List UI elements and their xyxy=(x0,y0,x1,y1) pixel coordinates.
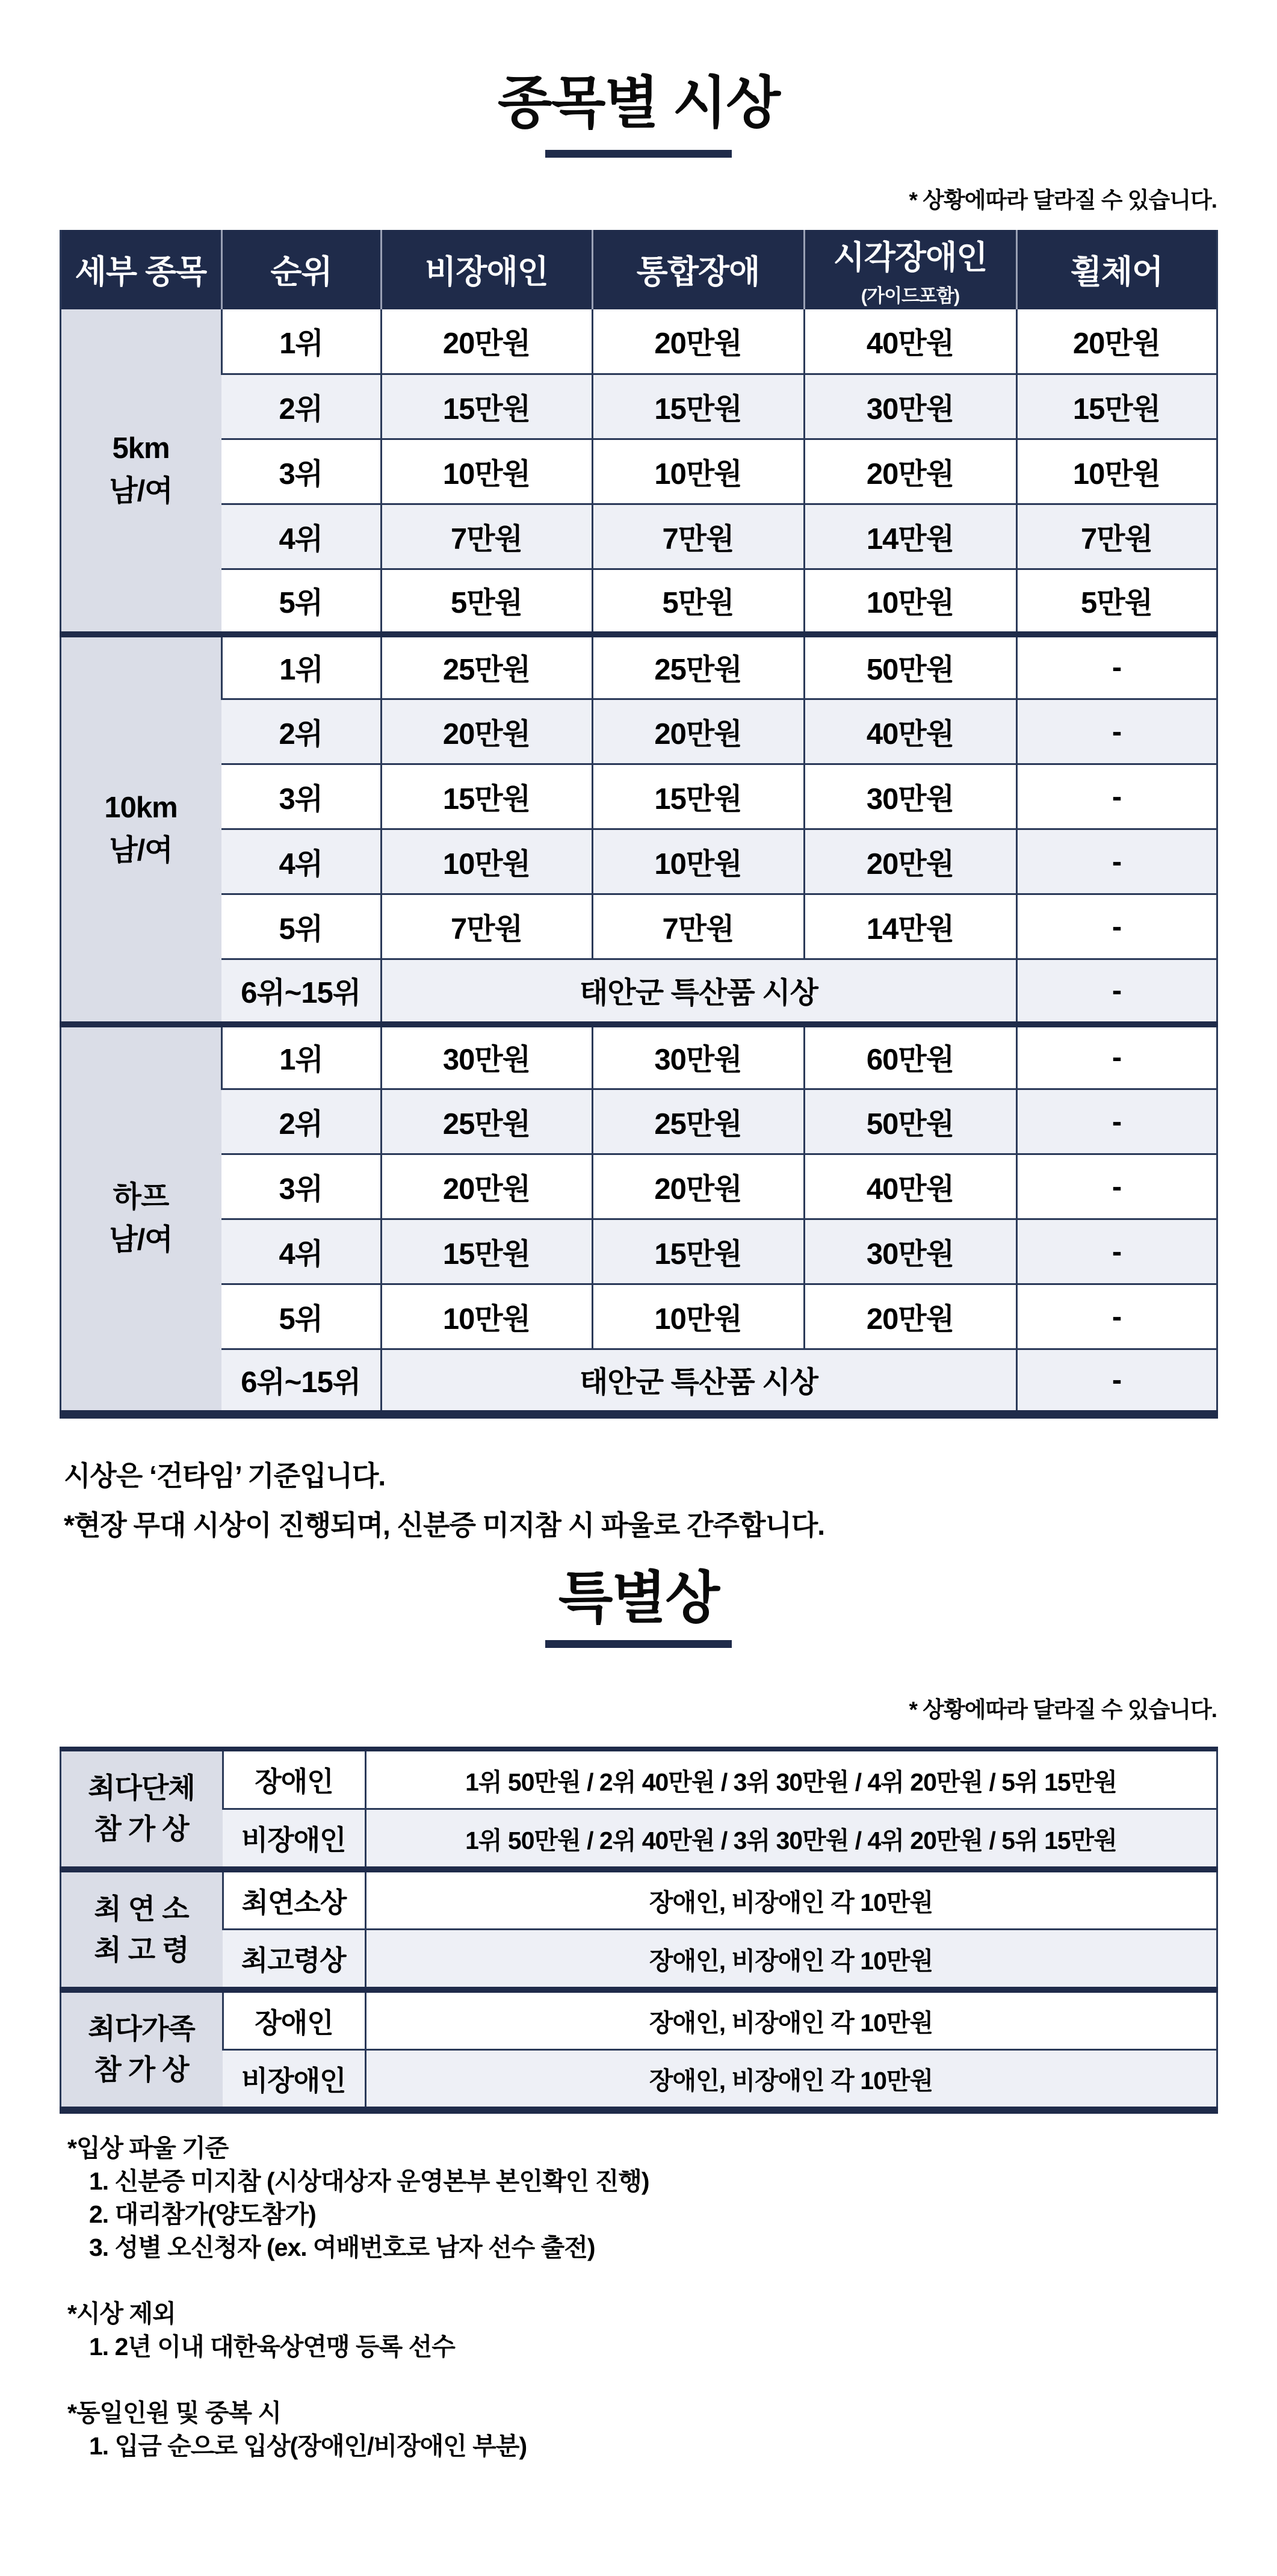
section2-title: 특별상 xyxy=(558,1566,719,1630)
section1-title: 종목별 시상 xyxy=(497,71,780,134)
prize-detail-cell: 1위 50만원 / 2위 40만원 / 3위 30만원 / 4위 20만원 / 5위 15만원 xyxy=(365,1809,1217,1869)
table-row xyxy=(60,1930,1217,1990)
note-item: 3. 성별 오신청자 (ex. 여배번호로 남자 선수 출전) xyxy=(89,2233,595,2261)
note-title: *입상 파울 기준 xyxy=(67,2134,229,2162)
prize-cell: 7만원 xyxy=(381,894,592,959)
prize-cell: 40만원 xyxy=(804,309,1016,374)
dash-cell: - xyxy=(1016,1154,1217,1219)
prize-cell: 60만원 xyxy=(804,1024,1016,1089)
table-row xyxy=(60,829,1217,894)
rank-cell: 5위 xyxy=(221,1284,381,1349)
group-label-line2: 참 가 상 xyxy=(94,1813,189,1845)
prize-cell: 15만원 xyxy=(592,1219,804,1284)
prize-cell: 10만원 xyxy=(592,829,804,894)
dash-cell: - xyxy=(1016,829,1217,894)
col-header-visually-impaired xyxy=(804,230,1016,309)
table-row xyxy=(60,959,1217,1024)
prize-cell: 30만원 xyxy=(804,764,1016,829)
group-label-line1: 최다가족 xyxy=(88,2013,195,2045)
table-row xyxy=(60,1990,1217,2050)
group-label-line1: 최 연 소 xyxy=(94,1892,189,1925)
prize-cell: 7만원 xyxy=(381,504,592,569)
prize-cell: 15만원 xyxy=(381,764,592,829)
table-row xyxy=(60,764,1217,829)
group-label-half xyxy=(60,1024,221,1414)
prize-cell: 20만원 xyxy=(381,699,592,764)
prize-cell: 30만원 xyxy=(804,1219,1016,1284)
rank-cell: 3위 xyxy=(221,1154,381,1219)
rank-cell: 3위 xyxy=(221,439,381,504)
rank-cell: 5위 xyxy=(221,569,381,634)
group-label-10km xyxy=(60,634,221,1024)
group-label-line2: 남/여 xyxy=(109,475,173,508)
section2-note: * 상황에따라 달라질 수 있습니다. xyxy=(909,1697,1217,1722)
table-row xyxy=(60,634,1217,699)
rank-cell: 4위 xyxy=(221,1219,381,1284)
table-row xyxy=(60,1219,1217,1284)
col-header-rank: 순위 xyxy=(221,230,381,309)
sub-category-cell: 비장애인 xyxy=(223,2050,365,2110)
dash-cell: - xyxy=(1016,1219,1217,1284)
prize-cell: 10만원 xyxy=(592,1284,804,1349)
prize-cell: 50만원 xyxy=(804,634,1016,699)
prize-cell: 30만원 xyxy=(804,374,1016,439)
prize-cell: 5만원 xyxy=(592,569,804,634)
prize-cell: 20만원 xyxy=(804,439,1016,504)
table-row xyxy=(60,504,1217,569)
group-half xyxy=(60,1024,1217,1414)
group-label-line1: 최다단체 xyxy=(88,1772,195,1804)
prize-cell: 10만원 xyxy=(592,439,804,504)
prize-cell: 10만원 xyxy=(381,439,592,504)
rank-cell: 3위 xyxy=(221,764,381,829)
col-header-visually-impaired-main: 시각장애인 xyxy=(833,239,988,276)
group-label-line1: 5km xyxy=(112,432,170,465)
note-item: 1. 입금 순으로 입상(장애인/비장애인 부분) xyxy=(89,2432,527,2460)
dash-cell: - xyxy=(1016,764,1217,829)
prize-cell: 40만원 xyxy=(804,1154,1016,1219)
dash-cell: - xyxy=(1016,894,1217,959)
dash-cell: - xyxy=(1016,1089,1217,1154)
prize-cell: 20만원 xyxy=(592,1154,804,1219)
special-group-label xyxy=(60,1869,223,1990)
section1-footnotes xyxy=(60,1451,1217,1551)
prize-cell: 25만원 xyxy=(381,1089,592,1154)
dash-cell: - xyxy=(1016,1024,1217,1089)
table-row xyxy=(60,374,1217,439)
dash-cell: - xyxy=(1016,959,1217,1024)
prize-detail-cell: 장애인, 비장애인 각 10만원 xyxy=(365,2050,1217,2110)
table-row xyxy=(60,1809,1217,1869)
note-item: 2. 대리참가(양도참가) xyxy=(89,2200,316,2228)
merged-prize-cell: 태안군 특산품 시상 xyxy=(381,1349,1016,1414)
prize-cell: 15만원 xyxy=(381,1219,592,1284)
table-row xyxy=(60,1089,1217,1154)
prize-cell: 30만원 xyxy=(592,1024,804,1089)
sub-category-cell: 비장애인 xyxy=(223,1809,365,1869)
prize-cell: 20만원 xyxy=(804,829,1016,894)
prize-cell: 20만원 xyxy=(1016,309,1217,374)
prize-cell: 30만원 xyxy=(381,1024,592,1089)
bottom-notes xyxy=(60,2132,1217,2463)
group-label-line2: 남/여 xyxy=(109,1223,173,1256)
note-group-duplicates xyxy=(67,2397,1217,2463)
rank-cell: 6위~15위 xyxy=(221,959,381,1024)
section2-title-underline xyxy=(545,1640,732,1648)
note-item: 1. 신분증 미지참 (시상대상자 운영본부 본인확인 진행) xyxy=(89,2167,649,2195)
section1-note: * 상황에따라 달라질 수 있습니다. xyxy=(909,187,1217,212)
note-item: 1. 2년 이내 대한육상연맹 등록 선수 xyxy=(89,2332,455,2361)
sub-category-cell: 장애인 xyxy=(223,1990,365,2050)
table-row xyxy=(60,1284,1217,1349)
prize-detail-cell: 장애인, 비장애인 각 10만원 xyxy=(365,1869,1217,1930)
group-label-line1: 하프 xyxy=(113,1180,169,1213)
rank-cell: 1위 xyxy=(221,1024,381,1089)
rank-cell: 4위 xyxy=(221,829,381,894)
prize-cell: 20만원 xyxy=(381,309,592,374)
prize-cell: 15만원 xyxy=(381,374,592,439)
table-row xyxy=(60,894,1217,959)
group-label-line1: 10km xyxy=(104,791,178,824)
sub-category-cell: 장애인 xyxy=(223,1749,365,1809)
table-row xyxy=(60,1869,1217,1930)
special-awards-table xyxy=(60,1747,1218,2114)
col-header-integrated: 통합장애 xyxy=(592,230,804,309)
table-row xyxy=(60,2050,1217,2110)
note-group-foul-criteria xyxy=(67,2132,1217,2264)
prize-cell: 20만원 xyxy=(592,699,804,764)
col-header-event: 세부 종목 xyxy=(60,230,221,309)
prize-cell: 40만원 xyxy=(804,699,1016,764)
prize-cell: 10만원 xyxy=(804,569,1016,634)
prize-cell: 14만원 xyxy=(804,504,1016,569)
note-title: *시상 제외 xyxy=(67,2299,176,2327)
prize-detail-cell: 장애인, 비장애인 각 10만원 xyxy=(365,1990,1217,2050)
merged-prize-cell: 태안군 특산품 시상 xyxy=(381,959,1016,1024)
rank-cell: 6위~15위 xyxy=(221,1349,381,1414)
prize-cell: 15만원 xyxy=(592,374,804,439)
group-10km xyxy=(60,634,1217,1024)
table-row xyxy=(60,1349,1217,1414)
group-label-line2: 남/여 xyxy=(109,834,173,867)
prize-cell: 25만원 xyxy=(381,634,592,699)
note-group-award-exclusion xyxy=(67,2297,1217,2364)
prize-cell: 25만원 xyxy=(592,634,804,699)
rank-cell: 4위 xyxy=(221,504,381,569)
prize-cell: 7만원 xyxy=(592,504,804,569)
prize-cell: 10만원 xyxy=(381,829,592,894)
group-label-line2: 최 고 령 xyxy=(94,1933,189,1966)
awards-by-event-table xyxy=(60,230,1218,1419)
table-row xyxy=(60,439,1217,504)
sub-category-cell: 최고령상 xyxy=(223,1930,365,1990)
rank-cell: 2위 xyxy=(221,374,381,439)
prize-detail-cell: 장애인, 비장애인 각 10만원 xyxy=(365,1930,1217,1990)
rank-cell: 2위 xyxy=(221,699,381,764)
dash-cell: - xyxy=(1016,699,1217,764)
prize-cell: 20만원 xyxy=(592,309,804,374)
group-label-line2: 참 가 상 xyxy=(94,2054,189,2086)
prize-cell: 7만원 xyxy=(592,894,804,959)
col-header-wheelchair: 휠체어 xyxy=(1016,230,1217,309)
group-label-5km xyxy=(60,309,221,634)
rank-cell: 1위 xyxy=(221,634,381,699)
footnote-line: 시상은 ‘건타임’ 기준입니다. xyxy=(64,1460,386,1491)
special-group-label xyxy=(60,1749,223,1869)
table-row xyxy=(60,699,1217,764)
prize-cell: 14만원 xyxy=(804,894,1016,959)
prize-cell: 5만원 xyxy=(381,569,592,634)
prize-cell: 10만원 xyxy=(381,1284,592,1349)
prize-cell: 15만원 xyxy=(1016,374,1217,439)
dash-cell: - xyxy=(1016,1349,1217,1414)
dash-cell: - xyxy=(1016,1284,1217,1349)
special-group-label xyxy=(60,1990,223,2110)
table-row xyxy=(60,1154,1217,1219)
prize-cell: 25만원 xyxy=(592,1089,804,1154)
rank-cell: 5위 xyxy=(221,894,381,959)
footnote-line: *현장 무대 시상이 진행되며, 신분증 미지참 시 파울로 간주합니다. xyxy=(64,1509,825,1541)
group-youngest-oldest xyxy=(60,1869,1217,1990)
table-header xyxy=(60,230,1217,309)
section1-title-underline xyxy=(545,150,732,158)
header-row xyxy=(60,230,1217,309)
prize-cell: 20만원 xyxy=(381,1154,592,1219)
prize-cell: 10만원 xyxy=(1016,439,1217,504)
sub-category-cell: 최연소상 xyxy=(223,1869,365,1930)
dash-cell: - xyxy=(1016,634,1217,699)
table-row xyxy=(60,569,1217,634)
rank-cell: 1위 xyxy=(221,309,381,374)
group-most-participants-team xyxy=(60,1749,1217,1869)
prize-cell: 50만원 xyxy=(804,1089,1016,1154)
group-most-participants-family xyxy=(60,1990,1217,2110)
note-title: *동일인원 및 중복 시 xyxy=(67,2398,281,2427)
col-header-nondisabled: 비장애인 xyxy=(381,230,592,309)
prize-cell: 7만원 xyxy=(1016,504,1217,569)
table-row xyxy=(60,1024,1217,1089)
group-5km xyxy=(60,309,1217,634)
prize-cell: 5만원 xyxy=(1016,569,1217,634)
table-row xyxy=(60,1749,1217,1809)
table-row xyxy=(60,309,1217,374)
col-header-guide-included: (가이드포함) xyxy=(861,285,960,306)
prize-detail-cell: 1위 50만원 / 2위 40만원 / 3위 30만원 / 4위 20만원 / 5위 15만원 xyxy=(365,1749,1217,1809)
prize-cell: 20만원 xyxy=(804,1284,1016,1349)
prize-cell: 15만원 xyxy=(592,764,804,829)
rank-cell: 2위 xyxy=(221,1089,381,1154)
